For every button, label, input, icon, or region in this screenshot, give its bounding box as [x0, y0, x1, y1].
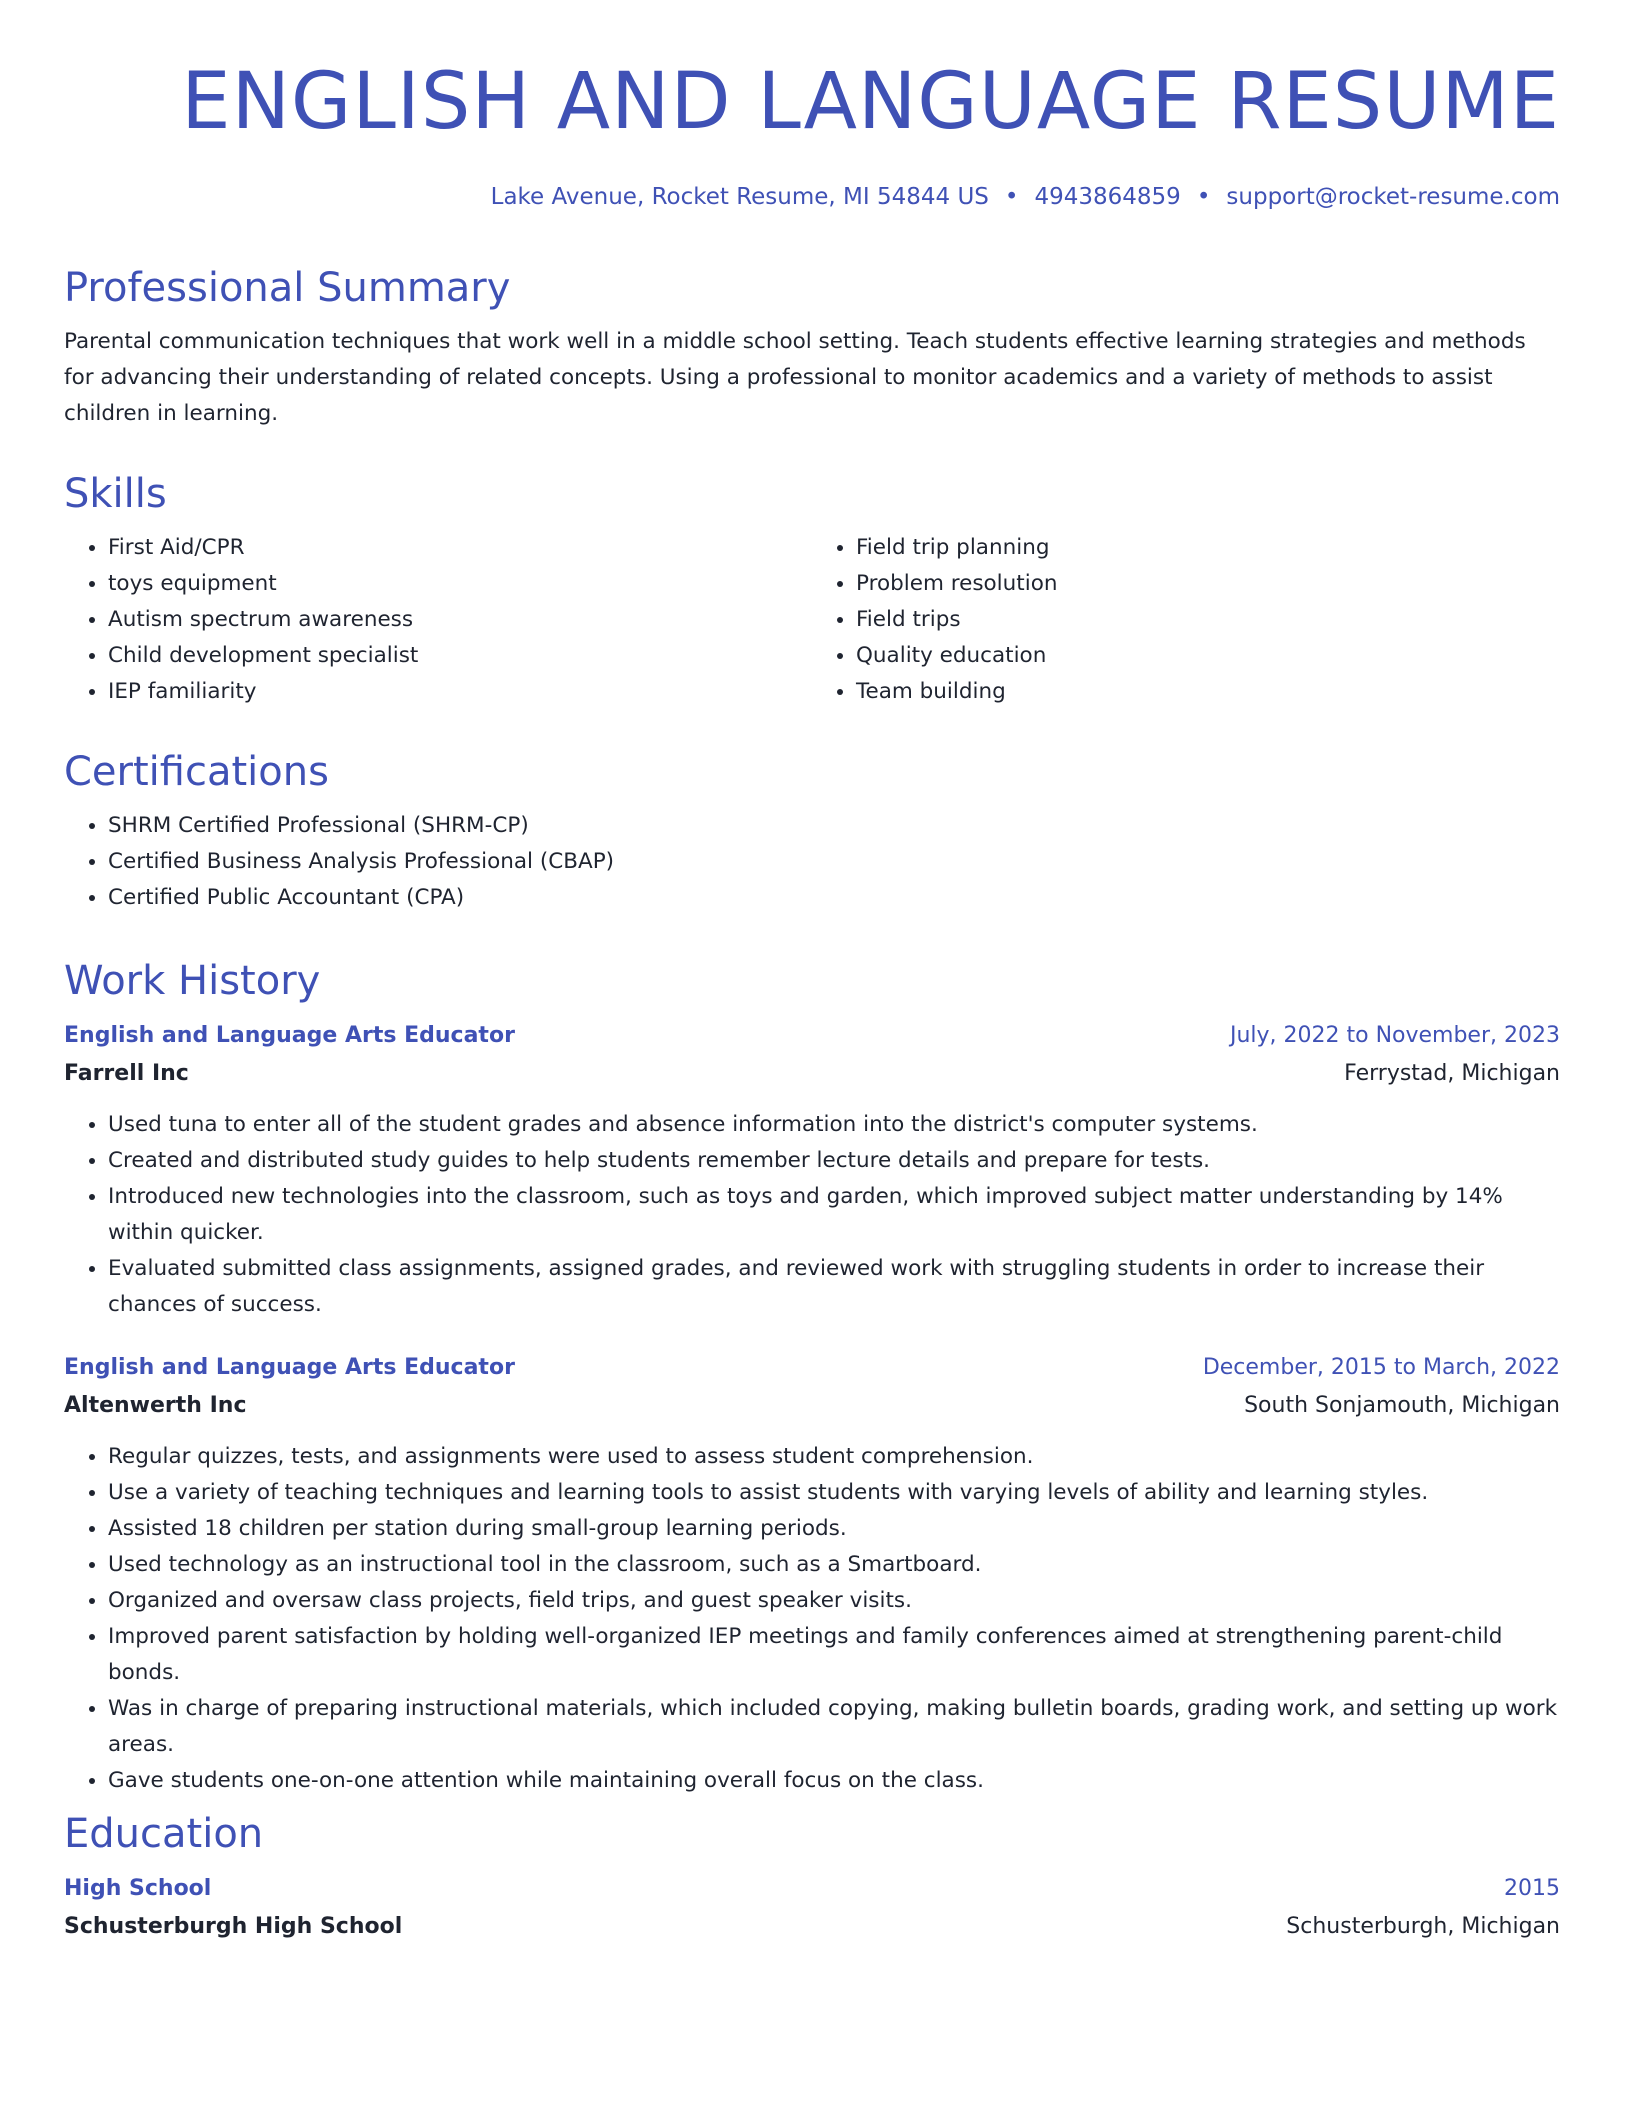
skill-item: • Quality education — [856, 638, 1560, 674]
job-entry — [64, 1017, 1560, 1323]
education-subheader — [64, 1908, 1560, 1946]
job-header — [64, 1017, 1560, 1055]
education-location: Schusterburgh, Michigan — [1286, 1914, 1560, 1939]
skill-item: • First Aid/CPR — [108, 530, 812, 566]
contact-line — [64, 180, 1560, 214]
job-bullet: • Regular quizzes, tests, and assignments were used to assess student comprehension. — [108, 1439, 1560, 1475]
education-year: 2015 — [1504, 1876, 1560, 1901]
job-location: South Sonjamouth, Michigan — [1244, 1393, 1560, 1418]
section-heading-skills: Skills — [64, 471, 167, 517]
work-history-section — [64, 955, 1560, 1799]
job-bullet: • Assisted 18 children per station during small-group learning periods. — [108, 1511, 1560, 1547]
skills-columns — [64, 530, 1560, 710]
skills-list-right — [812, 530, 1560, 710]
section-heading-summary: Professional Summary — [64, 265, 511, 311]
job-subheader — [64, 1387, 1560, 1425]
certification-item: • Certified Public Accountant (CPA) — [108, 880, 1560, 916]
job-bullet: • Use a variety of teaching techniques and learning tools to assist students with varying levels of ability and learning styles. — [108, 1475, 1560, 1511]
job-bullets — [64, 1107, 1560, 1323]
skill-item: • Problem resolution — [856, 566, 1560, 602]
resume-title: ENGLISH AND LANGUAGE RESUME — [181, 57, 1560, 147]
job-entry — [64, 1349, 1560, 1799]
certification-item: • SHRM Certified Professional (SHRM-CP) — [108, 808, 1560, 844]
skill-item: • Field trips — [856, 602, 1560, 638]
job-bullet: • Used tuna to enter all of the student grades and absence information into the district's computer systems. — [108, 1107, 1560, 1143]
education-degree: High School — [64, 1876, 212, 1901]
contact-phone: 4943864859 — [1034, 184, 1181, 210]
section-heading-education: Education — [64, 1811, 264, 1857]
section-heading-certifications: Certifications — [64, 749, 329, 795]
job-bullet: • Evaluated submitted class assignments, assigned grades, and reviewed work with struggling students in order to increase their chances of success. — [108, 1251, 1560, 1323]
skill-item: • IEP familiarity — [108, 674, 812, 710]
certifications-section — [64, 746, 1560, 916]
job-bullets — [64, 1439, 1560, 1799]
skill-item: • Child development specialist — [108, 638, 812, 674]
job-title: English and Language Arts Educator — [64, 1355, 515, 1380]
job-bullet: • Organized and oversaw class projects, field trips, and guest speaker visits. — [108, 1583, 1560, 1619]
job-bullet: • Was in charge of preparing instructional materials, which included copying, making bulletin boards, grading work, and setting up work areas. — [108, 1691, 1560, 1763]
job-bullet: • Created and distributed study guides to help students remember lecture details and prepare for tests. — [108, 1143, 1560, 1179]
summary-text: Parental communication techniques that work well in a middle school setting. Teach students effective learning strategies and methods for advancing their understanding of related concepts. Using a professional to monitor academics and a variety of methods to assist children in learning. — [64, 329, 1526, 426]
skill-item: • Autism spectrum awareness — [108, 602, 812, 638]
job-location: Ferrystad, Michigan — [1344, 1061, 1560, 1086]
job-company: Farrell Inc — [64, 1061, 189, 1086]
skill-item: • Team building — [856, 674, 1560, 710]
job-dates: July, 2022 to November, 2023 — [1229, 1023, 1560, 1048]
job-subheader — [64, 1055, 1560, 1093]
job-bullet: • Introduced new technologies into the classroom, such as toys and garden, which improved subject matter understanding by 14% within quicker. — [108, 1179, 1560, 1251]
job-header — [64, 1349, 1560, 1387]
education-entry — [64, 1870, 1560, 1946]
certifications-list — [64, 808, 1560, 916]
contact-address: Lake Avenue, Rocket Resume, MI 54844 US — [490, 184, 989, 210]
job-bullet: • Gave students one-on-one attention while maintaining overall focus on the class. — [108, 1763, 1560, 1799]
contact-email: support@rocket-resume.com — [1226, 184, 1560, 210]
contact-separator: • — [1196, 184, 1211, 210]
job-bullet: • Improved parent satisfaction by holding well-organized IEP meetings and family conferences aimed at strengthening parent-child bonds. — [108, 1619, 1560, 1691]
education-school: Schusterburgh High School — [64, 1914, 403, 1939]
resume-page — [64, 0, 1560, 1939]
skill-item: • Field trip planning — [856, 530, 1560, 566]
skill-item: • toys equipment — [108, 566, 812, 602]
job-company: Altenwerth Inc — [64, 1393, 247, 1418]
skills-section — [64, 468, 1560, 710]
job-dates: December, 2015 to March, 2022 — [1202, 1355, 1560, 1380]
job-bullet: • Used technology as an instructional tool in the classroom, such as a Smartboard. — [108, 1547, 1560, 1583]
section-heading-work-history: Work History — [64, 958, 321, 1004]
skills-list-left — [64, 530, 812, 710]
contact-separator: • — [1004, 184, 1019, 210]
summary-section — [64, 262, 1560, 432]
education-header — [64, 1870, 1560, 1908]
certification-item: • Certified Business Analysis Professional (CBAP) — [108, 844, 1560, 880]
job-title: English and Language Arts Educator — [64, 1023, 515, 1048]
education-section — [64, 1808, 1560, 1946]
